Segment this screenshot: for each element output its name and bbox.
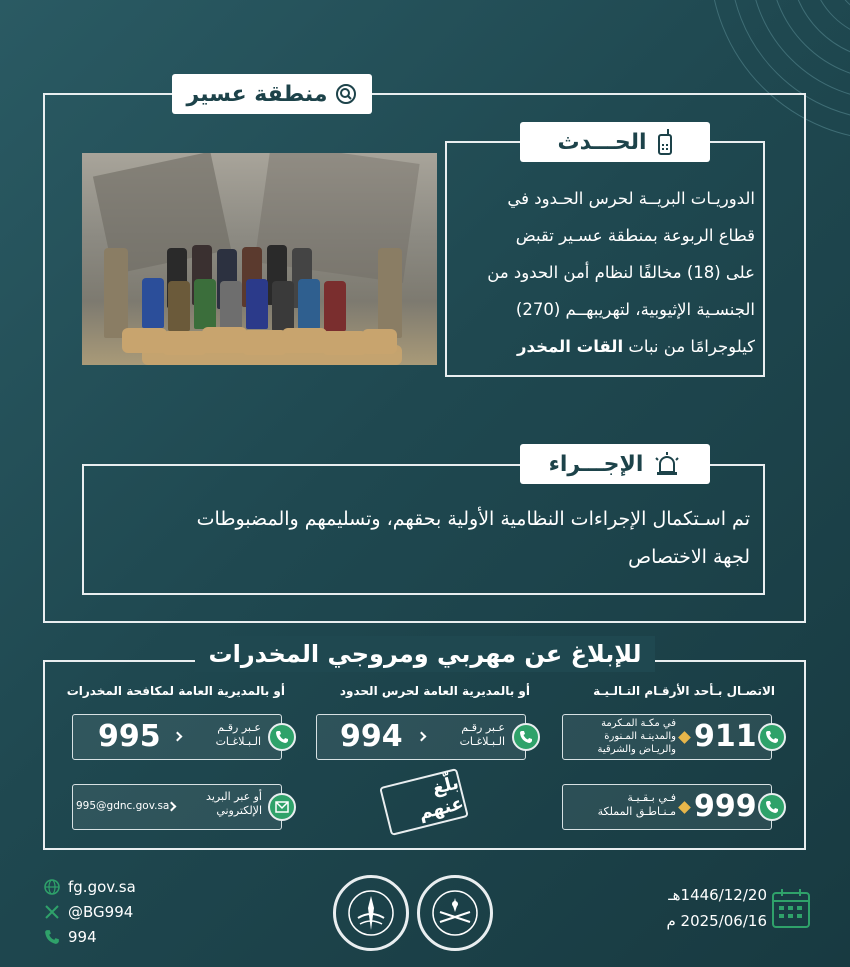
website-text: fg.gov.sa	[68, 878, 136, 896]
action-line: لجهة الاختصاص	[628, 546, 750, 568]
x-twitter-icon	[44, 904, 60, 920]
col2-header: أو بالمديرية العامة لحرس الحدود	[339, 684, 530, 698]
event-heading-chip	[520, 122, 710, 162]
email-label-line: أو عبر البريد	[206, 790, 262, 803]
action-heading: الإجـــراء	[548, 451, 644, 477]
gregorian-date: 2025/06/16 م	[666, 912, 767, 930]
phone-icon	[44, 929, 60, 945]
email-label	[180, 790, 262, 818]
col3-header: أو بالمديرية العامة لمكافحة المخدرات	[66, 684, 285, 698]
event-line-last	[455, 328, 755, 365]
hotline-994-number[interactable]: 994	[340, 719, 403, 754]
hotline-995-label-line: الـبـلاغـات	[215, 735, 261, 748]
hotline-994-label-line: الـبـلاغـات	[459, 735, 505, 748]
phone-icon	[758, 793, 786, 821]
footer-website[interactable]	[44, 878, 136, 896]
event-line: قطاع الربوعة بمنطقة عسـير تقبض	[515, 226, 755, 245]
email-address[interactable]: 995@gdnc.gov.sa	[76, 800, 170, 812]
action-line: تم اسـتكمال الإجراءات النظامية الأولية بحقهم، وتسليمهم والمضبوطات	[196, 508, 750, 530]
phone-text: 994	[68, 928, 97, 946]
hotline-995-number[interactable]: 995	[98, 719, 161, 754]
event-line-prefix: كيلوجرامًا من نبات	[628, 337, 755, 356]
hotline-995-label	[186, 721, 261, 749]
event-line-bold: القات المخدر	[517, 337, 624, 356]
email-icon	[268, 793, 296, 821]
radio-icon	[657, 129, 673, 155]
hotline-995-label-line: عـبر رقـم	[217, 721, 261, 734]
report-title: للإبلاغ عن مهربي ومروجي المخدرات	[195, 636, 655, 672]
phone-icon	[512, 723, 540, 751]
phone-icon	[268, 723, 296, 751]
col1-header: الاتصـال بـأحد الأرقـام التـالـيـة	[593, 684, 775, 698]
globe-icon	[44, 879, 60, 895]
hotline-911-label: في مكـة المـكرمة والمدينـة المـنورة والريـاض والشرقية	[597, 718, 676, 755]
hotline-999-label-line: مـنـاطـق المملكة	[597, 805, 676, 818]
search-map-icon	[335, 83, 357, 105]
calendar-icon	[772, 889, 810, 933]
event-line: على (18) مخالفًا لنظام أمن الحدود من	[487, 263, 755, 282]
action-heading-chip	[520, 444, 710, 484]
seizure-photo	[82, 153, 437, 365]
border-guard-emblem	[333, 875, 409, 951]
hotline-911-number[interactable]: 911	[694, 719, 757, 754]
event-line: الدوريـات البريــة لحرس الحـدود في	[507, 189, 755, 208]
footer-twitter[interactable]	[44, 903, 133, 921]
footer-phone[interactable]	[44, 928, 97, 946]
hotline-999-label	[566, 791, 676, 819]
interior-ministry-emblem	[417, 875, 493, 951]
region-title: منطقة عسير	[186, 81, 328, 107]
email-label-line: الإلكتروني	[216, 804, 262, 817]
event-text	[455, 180, 755, 365]
report-them-stamp: بلّغ عنهم	[379, 768, 469, 836]
twitter-text: @BG994	[68, 903, 134, 921]
action-text	[95, 500, 750, 576]
region-title-chip	[172, 74, 372, 114]
hotline-999-number[interactable]: 999	[694, 789, 757, 824]
event-line: الجنسـية الإثيوبية، لتهريبهــم (270)	[515, 300, 755, 319]
siren-icon	[653, 452, 681, 476]
hotline-994-label	[430, 721, 505, 749]
event-heading: الحـــدث	[557, 129, 647, 155]
hotline-994-label-line: عـبر رقـم	[461, 721, 505, 734]
phone-icon	[758, 723, 786, 751]
hotline-999-label-line: فـي بـقـيـة	[627, 791, 676, 804]
hijri-date: 1446/12/20هـ	[668, 886, 767, 904]
